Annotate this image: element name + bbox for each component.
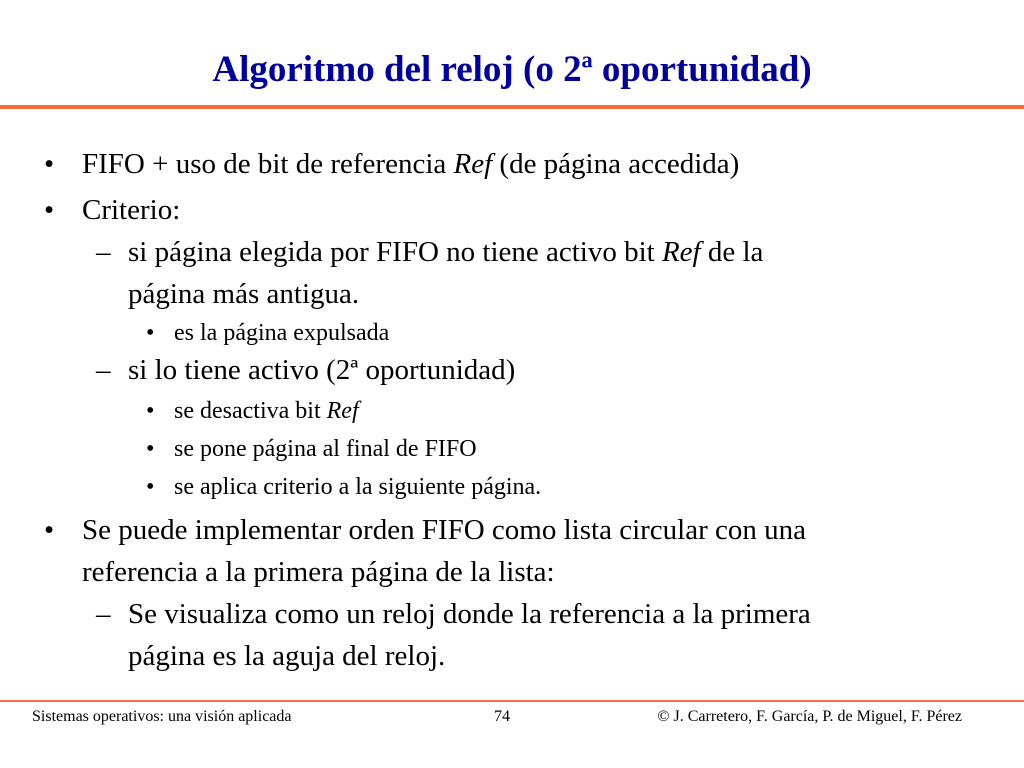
emphasis-ref: Ref — [326, 398, 359, 424]
sub-sub-bullet-final-fifo: se pone página al final de FIFO — [174, 436, 477, 462]
sub-bullet-text: si página elegida por FIFO no tiene activo bit — [128, 236, 662, 268]
bullet-marker: • — [44, 194, 55, 226]
bullet-marker: • — [146, 474, 155, 500]
bullet-marker: • — [146, 398, 155, 424]
bullet-marker: • — [146, 320, 155, 346]
footer-authors: © J. Carretero, F. García, P. de Miguel, F. Pérez — [657, 708, 962, 725]
dash-marker: – — [96, 598, 111, 630]
sub-bullet-activo: si lo tiene activo (2ª oportunidad) — [128, 354, 516, 386]
sub-bullet-fifo-sin-ref — [128, 236, 763, 269]
footer-page-number: 74 — [494, 708, 510, 725]
bullet-text: (de página accedida) — [492, 148, 740, 180]
sub-bullet-continuation: página más antigua. — [128, 278, 360, 310]
sub-sub-bullet-desactiva — [174, 398, 359, 425]
sub-sub-bullet-siguiente: se aplica criterio a la siguiente página. — [174, 474, 542, 500]
sub-bullet-reloj-cont: página es la aguja del reloj. — [128, 640, 446, 672]
sub-bullet-reloj: Se visualiza como un reloj donde la referencia a la primera — [128, 598, 811, 630]
emphasis-ref: Ref — [453, 148, 493, 180]
sub-sub-bullet-expulsada: es la página expulsada — [174, 320, 390, 346]
bullet-marker: • — [44, 514, 55, 546]
bullet-marker: • — [146, 436, 155, 462]
bullet-fifo-ref — [82, 148, 739, 181]
sub-bullet-text: de la — [700, 236, 764, 268]
dash-marker: – — [96, 354, 111, 386]
bullet-lista-circular-cont: referencia a la primera página de la lista: — [82, 556, 555, 588]
bullet-criterio: Criterio: — [82, 194, 181, 226]
footer-book-title: Sistemas operativos: una visión aplicada — [32, 708, 292, 725]
bullet-text: FIFO + uso de bit de referencia — [82, 148, 454, 180]
bullet-marker: • — [44, 148, 55, 180]
slide-title: Algoritmo del reloj (o 2ª oportunidad) — [212, 49, 812, 90]
dash-marker: – — [96, 236, 111, 268]
emphasis-ref: Ref — [661, 236, 701, 268]
bullet-lista-circular: Se puede implementar orden FIFO como lista circular con una — [82, 514, 806, 546]
footer-divider — [0, 700, 1024, 702]
sub-sub-bullet-text: se desactiva bit — [174, 398, 327, 424]
